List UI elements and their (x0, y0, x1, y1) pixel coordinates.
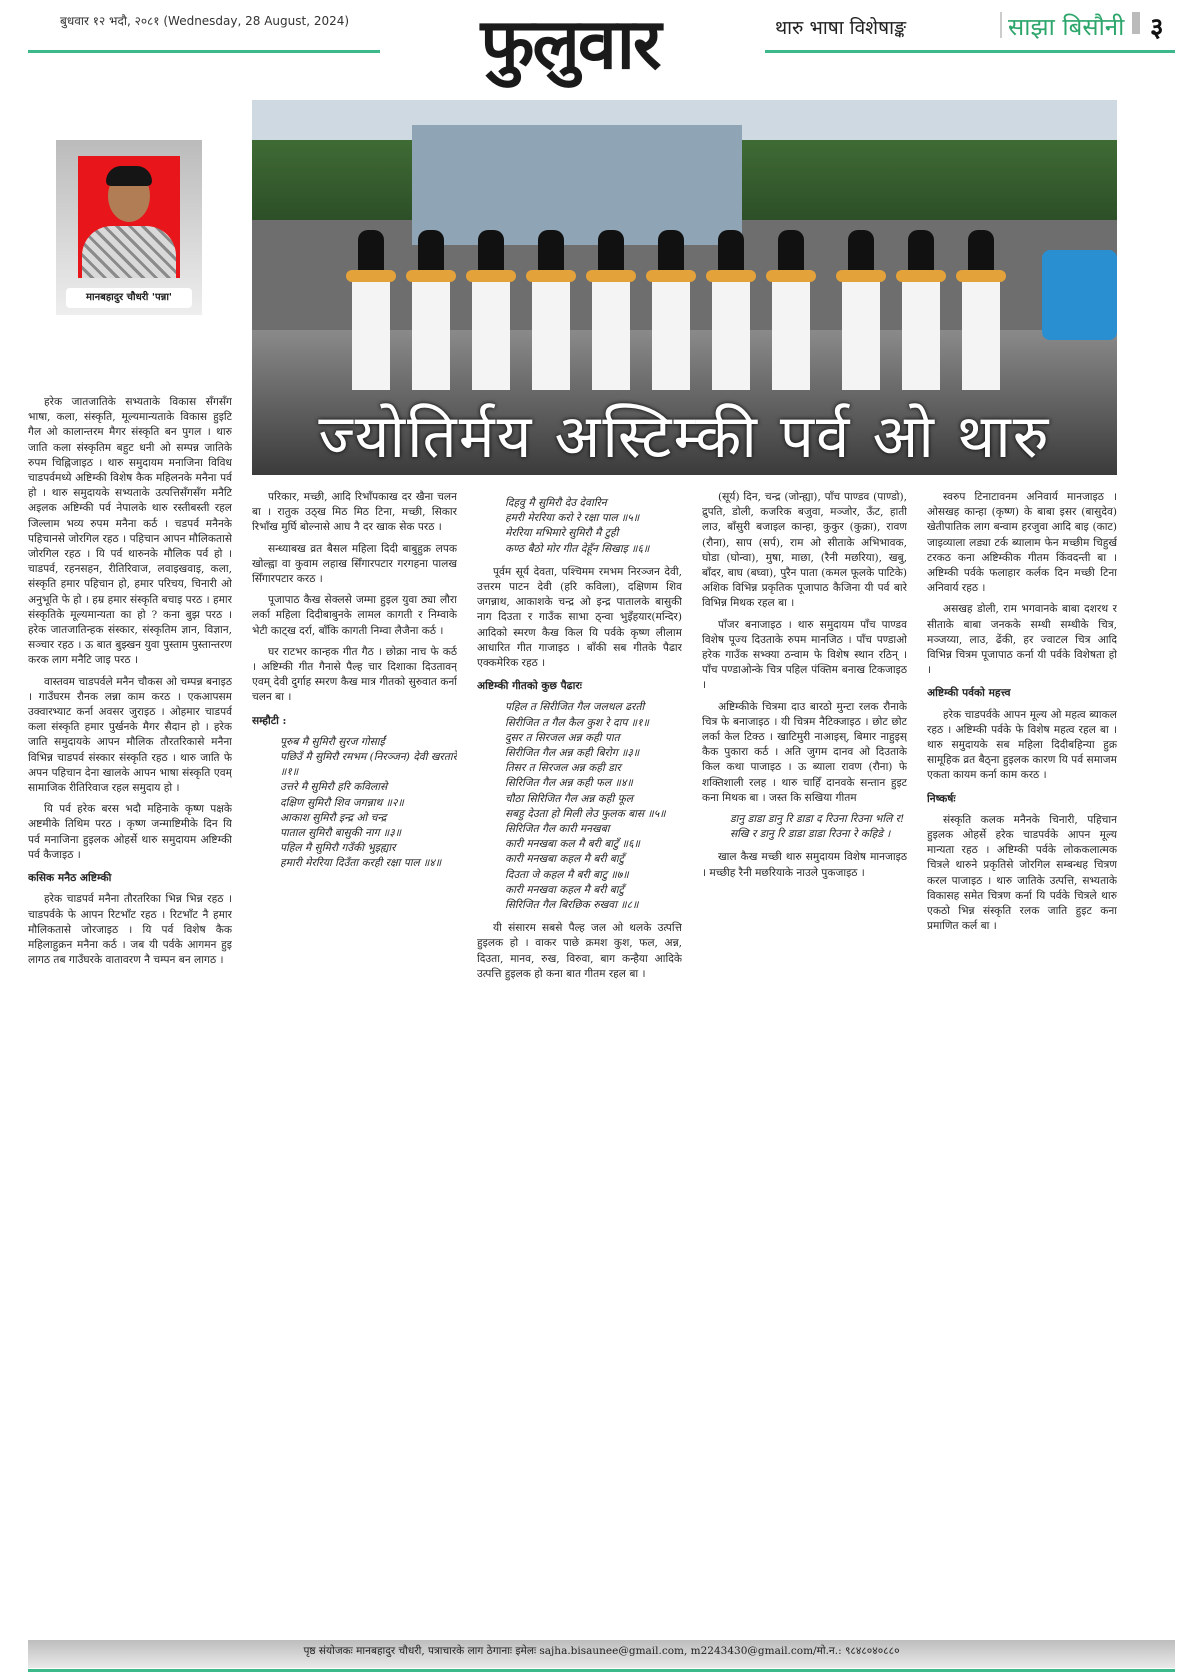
subheading: अष्टिम्की गीतको कुछ पैढारः (477, 680, 582, 693)
paragraph: हरेक जातजातिके सभ्यताके विकास सँगसँग भाषा, कला, संस्कृति, मूल्यमान्यताके विकास हुइटि गैल ओ कालान्तरम मैगर संस्कृति बन पुगल । थारु जाति कला संस्कृतिम बहुट धनी ओ सम्पन्न जातिके रुपम चिह्निजाइठ । थारु समुदायम मनाजिना विविध चाडपर्वमध्ये अष्टिम्की विशेष कैक महिलनके मनैना पर्व हो । थारु समुदायके सभ्यताके उत्पत्तिसँगसँग मनैटि अइलक अष्टिम्की पर्व नेपालके थारु रस्तीबस्ती रहल जिल्लाम भव्य रुपम मनैना कर्ठ । चडपर्व मनैनके पहिचानसे जोरगिल रहठ । पहिचान आपन मौलिकतासे जोरगिल रहठ । यि पर्व थारुनके मौलिक पर्व हो । चाडपर्व, रहनसहन, रीतिरिवाज, लवाइखवाइ, कला, संस्कृति हमार पहिचान हो, हमार परिचय, चिनारी ओ अनुभूति फे हो । हम्र हमार संस्कृति बचाइ परठ । हमार संस्कृतिके मूल्यमान्यता का हो ? कना बुझ परठ । हरेक जातजातिन्हक संस्कार, संस्कृतिम ज्ञान, विज्ञान, सञ्चार रहठ । ऊ बात बुझ्खन युवा पुस्ताम पुस्तान्तरण करक लाग मनैटि जाइ परठ । (28, 396, 232, 667)
poem-line: हमरी मेररिया करो रे रक्षा पाल ॥५॥ (505, 512, 640, 525)
poem-line: कारी मनखबा कहल मै बरी बाटुँ (505, 853, 625, 866)
poem-line: सिरिजित गैल कारी मनखबा (505, 823, 610, 836)
subheading: निष्कर्षः (927, 792, 956, 805)
paragraph: वास्तवम चाडपर्वले मनैन चौकस ओ चम्पन्न बनाइठ । गाउँघरम रौनक लन्ना काम करठ । एकआपसम उक्वारभ्याट कर्ना अवसर जुराइठ । ओहमार चाडपर्व कला संस्कृति हमार पुर्खनके मैगर सैदान हो । हरेक जाति समुदायके आपन मौलिक तौरतरिकासे मनैना विभिन्न चाडपर्व संस्कार संस्कृति रहठ । थारु जाति फे अपन पहिचान देना खालके आपन भाषा संस्कृति एवम् सामाजिक रीतिरिवाज रहल समुदाय हो । (28, 675, 232, 795)
paragraph: असखह डोली, राम भगवानके बाबा दशरथ र सीताके बाबा जनकके सम्धी सम्धीके चित्र, मञ्जय्या, लाउ, ढेंकी, हर ज्वाटल चित्र आदि विभिन्न चित्रम पूजापाठ कर्ना यी पर्वके विशेषता हो । (927, 603, 1117, 677)
column-2 (252, 490, 457, 1630)
paragraph: पूजापाठ कैख सेक्लसे जम्मा हुइल युवा ठ्या लौरा लर्का महिला दिदीबाबुनके लामल कागती र निम्वाके भेटी काट्ख दर्रा, बाँकि कागती निम्वा लैजैना कर्ठ । (252, 594, 457, 637)
special-issue-label: थारु भाषा विशेषाङ्क (775, 17, 907, 39)
poem-line: सिरीजित गैल अन्न कही बिरोग ॥३॥ (505, 747, 640, 760)
poem-line: आकाश सुमिरौ इन्द्र ओ चन्द्र (280, 811, 387, 824)
poem-line: पहिल मै सुमिरौ गउँकी भुइह्यार (280, 842, 396, 855)
footer-contact: पृष्ठ संयोजकः मानबहादुर चौधरी, पत्राचारके लाग ठेगानाः इमेलः sajha.bisaunee@gmail.com, m2243430@gmail.com/मो.न.: ९८४८०४०८८० (303, 1645, 900, 1657)
column-3 (477, 490, 682, 1630)
subheading: अष्टिम्की पर्वको महत्त्व (927, 687, 1011, 700)
poem-line: पछिउँ मै सुमिरौ रमभम (निरञ्जन) देवी खरतारे ॥१॥ (280, 751, 457, 779)
paragraph: परिकार, मच्छी, आदि रिभाँपकाख दर खैना चलन बा । रातुक उठ्ख मिठ मिठ टिना, मच्छी, सिकार रिभाँख मुर्घि बोल्नासे आघ नै दर खाक सेक परठ । (252, 491, 457, 534)
poem-block (505, 496, 682, 557)
paragraph: पाँजर बनाजाइठ । थारु समुदायम पाँच पाण्डव विशेष पूज्य दिउताके रुपम मानजिठ । पाँच पण्डाओ हरेक गाउँक सभ्क्या ठन्वाम फे विशेष स्थान रठिन् । पाँच पण्डाओन्के चित्र पहिल पंक्तिम बनाख टिकजाइठ । (702, 618, 907, 692)
column-5 (927, 490, 1117, 1630)
subheading: सम्हौटी : (252, 714, 287, 727)
paragraph: यी संसारम सबसे पैल्ह जल ओ थलके उत्पत्ति हुइलक हो । वाकर पाछे क्रमश कुश, फल, अन्न, दिउता, मानव, रुख, विरुवा, बाग कन्हैया आदिके उत्पत्ति हुइलक हो कना बात गीतम रहल बा । (477, 922, 682, 980)
footer-rule (28, 1669, 1175, 1672)
paragraph: सन्ध्याबख व्रत बैसल महिला दिदी बाबुहुक्र लपक खोल्ह्वा वा कुवाम लहाख सिँगारपटार गरगहना पालख सिँगारपटार करठ । (252, 542, 457, 586)
header-rule-left (28, 50, 380, 53)
paragraph: घर राटभर कान्हक गीत गैठ । छोक्रा नाच फे कर्ठ । अष्टिम्की गीत गैनासे पैल्ह चार दिशाका दिउतावन् एवम् देवी दुर्गाह स्मरण कैख मात्र गीतको सुरुवात कर्ना चलन बा । (252, 645, 457, 704)
poem-line: पहिल त सिरीजित गैल जलथल ढरती (505, 701, 645, 714)
poem-line: चौठा सिरिजित गैल अन्न कही फूल (505, 792, 633, 805)
masthead (0, 0, 1200, 95)
poem-line: डानु डाडा डानु रि डाडा द रिउना रिउना भलि र! (730, 813, 905, 826)
poem-line: दिहवु मै सुमिरौ देउ देवारिन (505, 497, 607, 509)
poem-line: कण्ठ बैठो मोर गीत देहूँन सिखाइ ॥६॥ (505, 542, 650, 555)
poem-line: दक्षिण सुमिरौ शिव जगन्नाथ ॥२॥ (280, 796, 404, 809)
poem-line: कारी मनखवा कहल मै बरी बाटुँ (505, 883, 624, 896)
poem-line: पाताल सुमिरौ बासुकी नाग ॥३॥ (280, 827, 402, 840)
poem-line: सिरिजित गैल बिरछिक रुखवा ॥८॥ (505, 899, 639, 912)
page-marker (1132, 12, 1140, 34)
paragraph: हरेक चाडपर्व मनैना तौरतरिका भिन्न भिन्न रहठ । चाडपर्वके फे आपन रिटभाँट रहठ । रिटभाँट नै हमार मौलिकतासे जोरजाइठ । यि पर्व विशेष कैक महिलाहुक्रन मनैना कर्ठ । जब यी पर्वके आगमन हुइ लागठ तब गाउँघरके वातावरण नै चम्पन बन लागठ । (28, 893, 232, 967)
poem-line: सबहु देउता हो मिली लेउ फुलक बास ॥५॥ (505, 807, 666, 820)
poem-line: पूरुब मै सुमिरौ सुरज गोसाईं (280, 735, 385, 748)
paragraph: अष्टिम्कीके चित्रमा दाउ बारठो मुन्टा रलक रौनाके चित्र फे बनाजाइठ । यी चित्रम नैटिक्जाइठ । छोट छोट लर्का केल टिक्ठ । खाटिमुरी नाआइस्, बिमार नाहुइस् कैक पुकारा कर्ठ । अति जुगम दानव ओ दिउताके किल कथा पाजाइठ । ऊ ब्याला रावण (रौना) फे शक्तिशाली रलह । थारु चाहिँ दानवके सन्तान हुइट कना मिथक बा । जस्त कि सखिया गीतम (702, 700, 907, 804)
paragraph: खाल कैख मच्छी थारु समुदायम विशेष मानजाइठ । मच्छीह रैनी मछरियाके नाउले पुकजाइठ । (702, 851, 907, 879)
newspaper-logo: फुलुवार (480, 3, 660, 85)
poem-block (505, 700, 682, 913)
author-name: मानबहादुर चौधरी 'पन्ना' (66, 288, 192, 308)
header-separator (1000, 12, 1002, 38)
section-title: साझा बिसौनी (1008, 13, 1125, 41)
paragraph: हरेक चाडपर्वके आपन मूल्य ओ महत्व ब्याकल रहठ । अष्टिम्की पर्वके फे विशेष महत्व रहल बा । थारु समुदायके सब महिला दिदीबहिन्या हुक्र सामूहिक व्रत बैठ्ना हुइलक कारण यि पर्व समाजम एकता कायम कर्ना काम करठ । (927, 708, 1117, 782)
lead-photo (252, 100, 1117, 475)
poem-line: हमारी मेररिया दिउँता करही रक्षा पाल ॥४॥ (280, 857, 442, 870)
poem-line: कारी मनखबा कल मै बरी बाटुँ ॥६॥ (505, 838, 640, 851)
poem-block (730, 812, 907, 842)
footer-bar (28, 1640, 1175, 1668)
poem-line: तिसर त सिरजल अन्न कही डार (505, 762, 621, 775)
poem-block (280, 735, 457, 872)
poem-line: सिरीजित त गैल कैल कुश रे दाप ॥१॥ (505, 716, 649, 729)
rickshaw-graphic (1042, 250, 1117, 340)
poem-line: सखि र डानु रि डाडा डाडा रिउना रे कहिडे । (730, 828, 891, 841)
poem-line: मेररिया मभिमारे सुमिरौ मै टुही (505, 527, 619, 540)
column-1 (28, 395, 232, 1625)
author-photo (78, 156, 180, 278)
column-4 (702, 490, 907, 1630)
paragraph: (सूर्य) दिन, चन्द्र (जोन्ह्या), पाँच पाण्डव (पाण्डो), द्रुपति, डोली, कजरिक बजुवा, मञ्जोर, ऊँट, हाती लाउ, बाँसुरी बजाइल कान्हा, कुकुर (कुक्रा), रावण (रौना), साप (सर्प), राम ओ सीताके अभिभावक, घोडा (घोन्वा), मुषा, माछा, (रैनी मछरिया), खबु, बाँदर, बाघ (बघ्वा), पुरैन पाता (कमल फूलके पाटिके) अशिक विभिन्न प्रकृतिक पूजापाठ कैजिना यी पर्व बारे विभिन्न मिथक रहल बा । (702, 491, 907, 610)
poem-line: उत्तरे मै सुमिरौ हरि कविलासे (280, 781, 388, 794)
poem-line: दुसर त सिरजल अन्न कही पात (505, 731, 620, 744)
poem-line: सिरिजित गैल अन्न कही फल ॥४॥ (505, 777, 633, 790)
paragraph: यि पर्व हरेक बरस भदौ महिनाके कृष्ण पक्षके अष्टमीके तिथिम परठ । कृष्ण जन्माष्टिमीके दिन यि पर्व मनाजिना हुइलक ओहर्से थारु समुदायम अष्टिम्की पर्व कैजाइठ । (28, 803, 232, 861)
poem-line: दिउता जे कहल मै बरी बाटु ॥७॥ (505, 868, 629, 881)
paragraph: पूर्वम सूर्य देवता, पश्चिमम रमभम निरञ्जन देवी, उत्तरम पाटन देवी (हरि कविला), दक्षिणम शिव जगन्नाथ, आकाशके चन्द्र ओ इन्द्र पातालके बासुकी नाग दिउता र गाउँक साभा ठ्न्वा भुइँहयार(मन्दिर) आदिको स्मरण कैख किल यि पर्वके कृष्ण लीलाम आधारित गीत गाजाइठ । बाँकी सब गीतके पैढार एक्कमेरिक रहठ । (477, 565, 682, 670)
paragraph: स्वरुप टिनाटावनम अनिवार्य मानजाइठ । ओसखह कान्हा (कृष्ण) के बाबा इसर (बासुदेव) खेतीपातिक लाग बन्वाम हरजुवा आदि बाइ (काट) जाइव्याला लड्या टर्क ब्यालाम फेन मच्छीम चिहुर्ख टरकठ कना अष्टिम्कीक गीतम किंवदन्ती बा । अष्टिम्की पर्वके फलाहार कर्लक दिन मच्छी टिना अनिवार्य रहठ । (927, 491, 1117, 595)
header-rule-right (765, 50, 1175, 53)
paragraph: संस्कृति कलक मनैनके चिनारी, पहिचान हुइलक ओहर्से हरेक चाडपर्वके आपन मूल्य मान्यता रहठ । अष्टिम्की पर्वके लोककलात्मक चित्रले थारुने प्रकृतिसे जोरगिल सम्बन्धह चित्रण करल पाजाइठ । थारु जातिके उत्पत्ति, सभ्यताके विकासह समेत चित्रण कर्ना यि पर्वके चित्रले थारु एकठो भिन्न संस्कृति रलक जाति हुइट कना प्रमाणित कर्ल बा । (927, 813, 1117, 933)
issue-date: बुधवार १२ भदौ, २०८१ (Wednesday, 28 August, 2024) (60, 14, 350, 28)
subheading: कसिक मनैठ अष्टिम्की (28, 872, 112, 885)
page-number: ३ (1150, 13, 1164, 43)
article-headline: ज्योतिर्मय अस्टिम्की पर्व ओ थारु (318, 402, 1051, 472)
author-box (56, 140, 202, 315)
